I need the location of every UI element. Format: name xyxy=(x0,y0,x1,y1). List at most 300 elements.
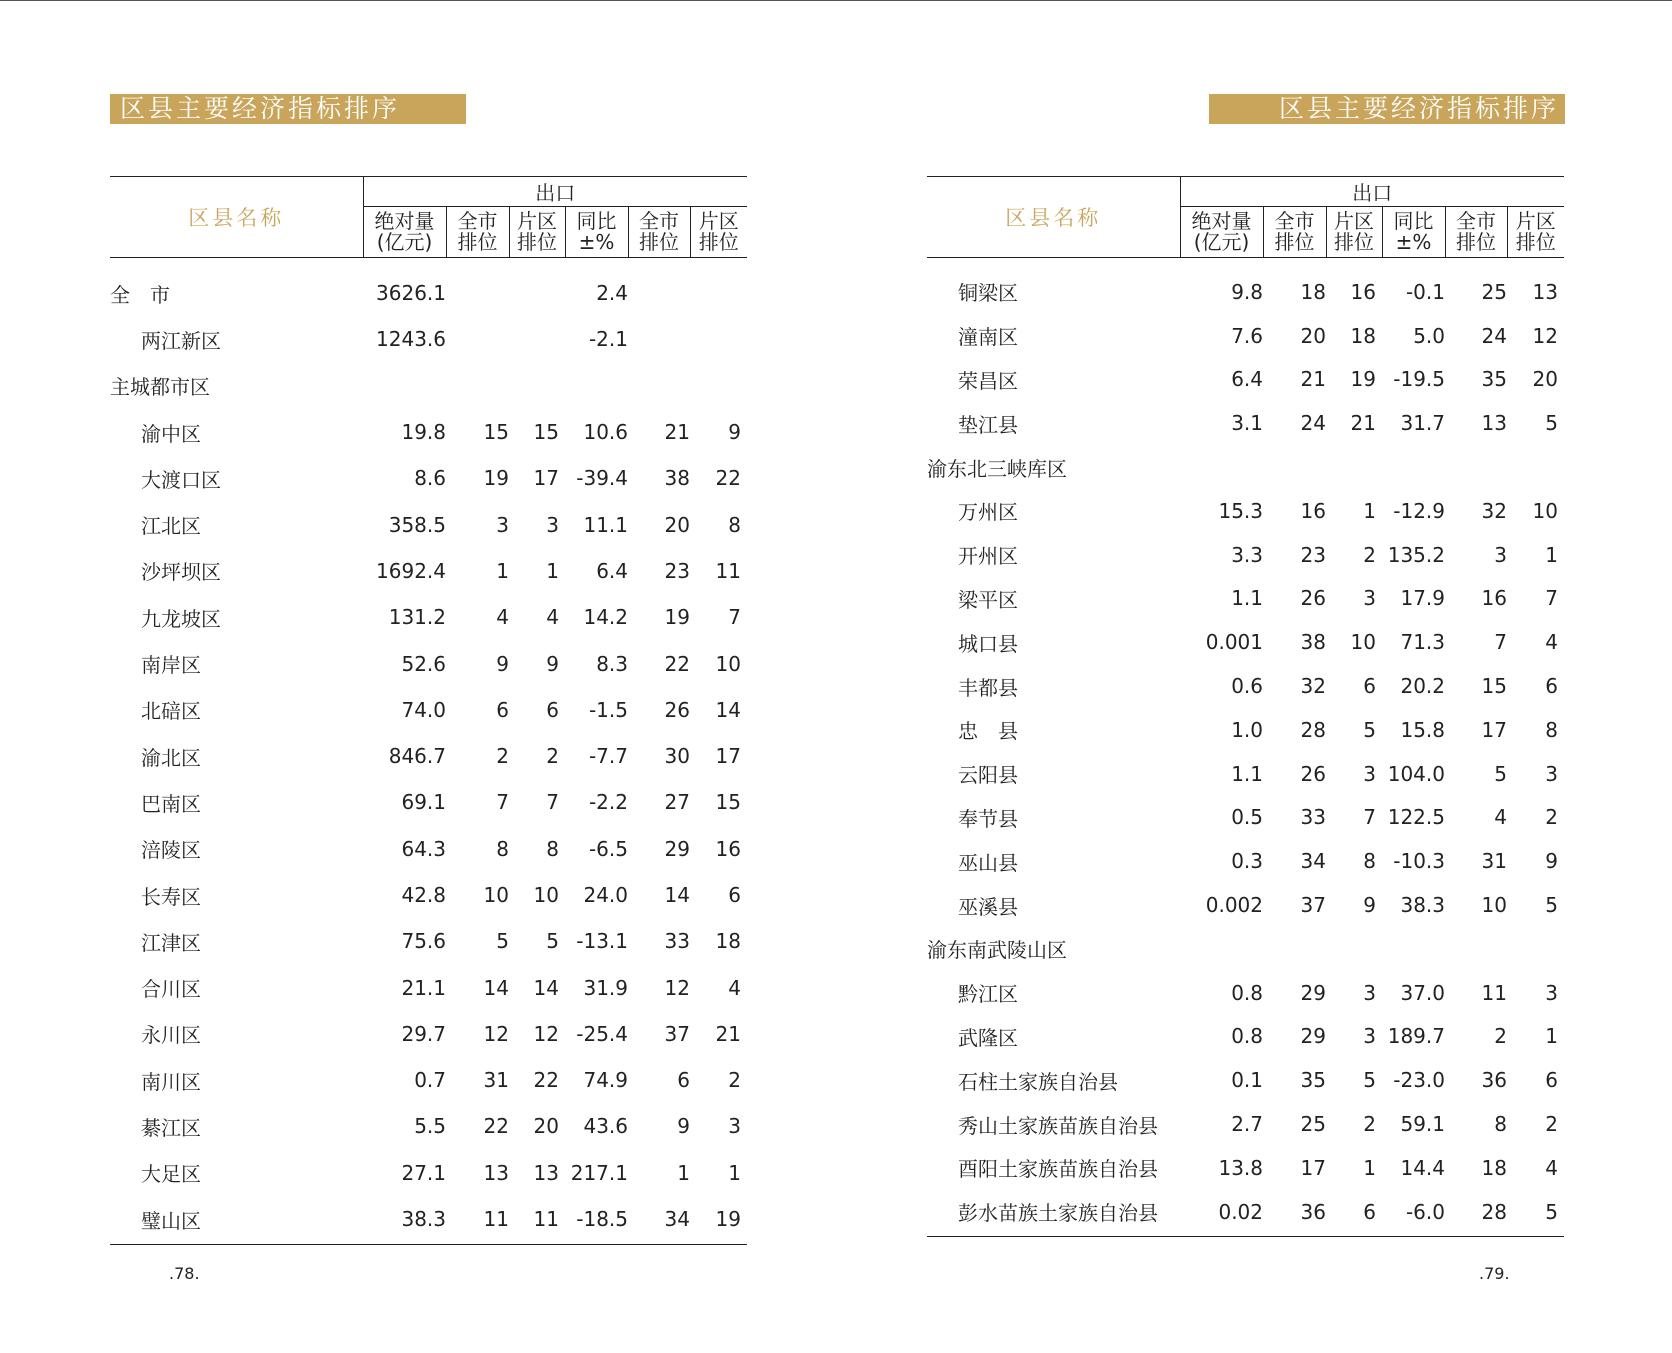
cell-city-rank: 28 xyxy=(1300,717,1326,742)
district-name: 大足区 xyxy=(141,1162,201,1187)
cell-absolute-amount: 3.1 xyxy=(1231,411,1263,436)
cell-yoy-percent: 31.9 xyxy=(583,975,628,1000)
cell-city-rank: 37 xyxy=(1300,893,1326,918)
cell-yoy-city-rank: 29 xyxy=(664,836,690,861)
cell-area-rank: 5 xyxy=(1363,1068,1376,1093)
cell-city-rank: 5 xyxy=(496,929,509,954)
cell-yoy-city-rank: 11 xyxy=(1481,980,1507,1005)
table-row xyxy=(110,1103,747,1149)
table-body xyxy=(927,258,1564,1237)
cell-yoy-area-rank xyxy=(690,316,747,362)
cell-city-rank: 17 xyxy=(1300,1155,1326,1180)
cell-yoy-area-rank: 2 xyxy=(1545,805,1558,830)
cell-area-rank: 12 xyxy=(533,1021,559,1046)
cell-city-rank xyxy=(446,258,509,317)
district-name: 大渡口区 xyxy=(141,467,221,492)
table-row xyxy=(927,752,1564,796)
cell-yoy-percent: 71.3 xyxy=(1400,630,1445,655)
cell-city-rank xyxy=(446,363,509,409)
cell-area-rank: 10 xyxy=(1350,630,1376,655)
cell-city-rank: 26 xyxy=(1300,586,1326,611)
cell-city-rank: 15 xyxy=(483,420,509,445)
cell-yoy-area-rank: 8 xyxy=(1545,717,1558,742)
district-name: 长寿区 xyxy=(141,884,201,909)
cell-area-rank: 4 xyxy=(546,605,559,630)
cell-yoy-percent: 135.2 xyxy=(1387,542,1445,567)
cell-absolute-amount: 3626.1 xyxy=(376,281,446,306)
table-row xyxy=(927,489,1564,533)
cell-area-rank: 8 xyxy=(546,836,559,861)
cell-absolute-amount: 0.002 xyxy=(1205,893,1263,918)
cell-city-rank: 4 xyxy=(496,605,509,630)
cell-yoy-area-rank: 2 xyxy=(1545,1112,1558,1137)
cell-area-rank: 19 xyxy=(1350,367,1376,392)
district-name: 武隆区 xyxy=(958,1025,1018,1050)
table-body xyxy=(110,258,747,1245)
export-ranking-table xyxy=(927,176,1564,1237)
district-name: 沙坪坝区 xyxy=(141,560,221,585)
table-row xyxy=(927,708,1564,752)
district-name: 梁平区 xyxy=(958,587,1018,612)
table-row xyxy=(110,964,747,1010)
cell-city-rank: 29 xyxy=(1300,1024,1326,1049)
cell-yoy-area-rank: 10 xyxy=(715,651,741,676)
cell-city-rank: 19 xyxy=(483,466,509,491)
table-row xyxy=(927,664,1564,708)
district-name: 巫山县 xyxy=(958,850,1018,875)
table-row xyxy=(110,1011,747,1057)
cell-area-rank: 22 xyxy=(533,1068,559,1093)
district-name: 主城都市区 xyxy=(110,375,210,400)
table-row xyxy=(927,971,1564,1015)
cell-absolute-amount: 29.7 xyxy=(401,1021,446,1046)
cell-yoy-area-rank: 6 xyxy=(1545,1068,1558,1093)
cell-city-rank: 20 xyxy=(1300,323,1326,348)
cell-city-rank: 9 xyxy=(496,651,509,676)
cell-yoy-percent: -2.1 xyxy=(588,327,628,352)
cell-absolute-amount: 0.1 xyxy=(1231,1068,1263,1093)
cell-absolute-amount: 1692.4 xyxy=(376,558,446,583)
table-row xyxy=(927,314,1564,358)
header-yoy-area-rank: 片区 排位 xyxy=(690,207,747,258)
header-export-group: 出口 xyxy=(1180,177,1564,207)
cell-yoy-percent: -6.5 xyxy=(588,836,628,861)
cell-city-rank: 22 xyxy=(483,1114,509,1139)
cell-yoy-area-rank: 11 xyxy=(715,558,741,583)
cell-yoy-area-rank: 8 xyxy=(728,512,741,537)
district-name: 奉节县 xyxy=(958,806,1018,831)
cell-city-rank: 11 xyxy=(446,1196,509,1245)
cell-yoy-percent xyxy=(1382,927,1445,971)
header-yoy-city-rank: 全市 排位 xyxy=(628,207,690,258)
district-name: 石柱土家族自治县 xyxy=(958,1069,1118,1094)
cell-yoy-area-rank: 1 xyxy=(728,1160,741,1185)
table-row xyxy=(927,883,1564,927)
cell-area-rank: 11 xyxy=(509,1196,565,1245)
cell-city-rank: 18 xyxy=(1300,279,1326,304)
table-row xyxy=(927,927,1564,971)
cell-area-rank: 20 xyxy=(533,1114,559,1139)
header-city-rank: 全市 排位 xyxy=(1263,207,1326,258)
cell-absolute-amount xyxy=(1180,927,1263,971)
district-name: 铜梁区 xyxy=(958,281,1018,306)
cell-yoy-percent: 5.0 xyxy=(1413,323,1445,348)
cell-city-rank: 35 xyxy=(1300,1068,1326,1093)
cell-yoy-city-rank: 36 xyxy=(1481,1068,1507,1093)
cell-yoy-percent: 11.1 xyxy=(583,512,628,537)
cell-yoy-percent: -0.1 xyxy=(1405,279,1445,304)
cell-yoy-city-rank: 30 xyxy=(664,744,690,769)
cell-yoy-percent: 24.0 xyxy=(583,883,628,907)
table-row xyxy=(927,1102,1564,1146)
cell-absolute-amount: 1.1 xyxy=(1231,761,1263,786)
cell-yoy-city-rank xyxy=(628,258,690,317)
cell-area-rank: 9 xyxy=(546,651,559,676)
cell-absolute-amount: 1243.6 xyxy=(376,327,446,352)
cell-yoy-area-rank: 5 xyxy=(1545,411,1558,436)
district-name: 渝中区 xyxy=(141,421,201,446)
cell-yoy-area-rank: 18 xyxy=(715,929,741,954)
cell-yoy-area-rank xyxy=(690,363,747,409)
cell-yoy-percent: -18.5 xyxy=(565,1196,628,1245)
district-name: 垫江县 xyxy=(958,412,1018,437)
cell-absolute-amount: 69.1 xyxy=(401,790,446,815)
cell-city-rank: 31 xyxy=(483,1068,509,1093)
cell-yoy-city-rank: 16 xyxy=(1481,586,1507,611)
cell-yoy-city-rank: 37 xyxy=(664,1021,690,1046)
cell-yoy-percent: 20.2 xyxy=(1400,674,1445,699)
cell-yoy-city-rank: 14 xyxy=(664,883,690,907)
table-row xyxy=(927,577,1564,621)
cell-yoy-percent: 14.4 xyxy=(1400,1155,1445,1180)
cell-area-rank: 3 xyxy=(546,512,559,537)
cell-yoy-city-rank: 38 xyxy=(664,466,690,491)
table-row xyxy=(110,594,747,640)
cell-city-rank: 36 xyxy=(1263,1190,1326,1236)
table-row xyxy=(110,1057,747,1103)
header-yoy-percent: 同比 ±% xyxy=(565,207,628,258)
cell-absolute-amount: 0.6 xyxy=(1231,674,1263,699)
header-district-name: 区县名称 xyxy=(110,177,363,258)
cell-yoy-area-rank: 3 xyxy=(1545,980,1558,1005)
table-row xyxy=(927,796,1564,840)
cell-area-rank: 8 xyxy=(1363,849,1376,874)
cell-yoy-percent: 6.4 xyxy=(596,558,628,583)
cell-yoy-city-rank: 34 xyxy=(628,1196,690,1245)
district-name: 九龙坡区 xyxy=(141,606,221,631)
cell-area-rank: 9 xyxy=(1363,893,1376,918)
cell-city-rank xyxy=(1263,445,1326,489)
district-name: 酉阳土家族苗族自治县 xyxy=(958,1157,1158,1182)
cell-area-rank: 7 xyxy=(1363,805,1376,830)
district-name: 城口县 xyxy=(958,631,1018,656)
cell-area-rank: 5 xyxy=(1363,717,1376,742)
table-row xyxy=(927,1190,1564,1236)
cell-area-rank: 2 xyxy=(546,744,559,769)
cell-yoy-area-rank: 16 xyxy=(715,836,741,861)
cell-yoy-city-rank: 12 xyxy=(664,975,690,1000)
cell-area-rank xyxy=(509,363,565,409)
table-row xyxy=(110,640,747,686)
district-name: 巫溪县 xyxy=(958,894,1018,919)
cell-yoy-percent: -13.1 xyxy=(576,929,628,954)
cell-yoy-area-rank: 22 xyxy=(715,466,741,491)
cell-yoy-city-rank: 18 xyxy=(1481,1155,1507,1180)
cell-absolute-amount: 1.1 xyxy=(1231,586,1263,611)
cell-absolute-amount: 13.8 xyxy=(1218,1155,1263,1180)
district-name: 江北区 xyxy=(141,514,201,539)
cell-yoy-city-rank xyxy=(1445,927,1507,971)
cell-yoy-city-rank: 25 xyxy=(1481,279,1507,304)
cell-yoy-city-rank xyxy=(628,316,690,362)
cell-yoy-city-rank: 24 xyxy=(1481,323,1507,348)
cell-yoy-percent: 17.9 xyxy=(1400,586,1445,611)
cell-yoy-city-rank: 31 xyxy=(1481,849,1507,874)
cell-yoy-percent: 2.4 xyxy=(596,281,628,306)
district-name: 南岸区 xyxy=(141,653,201,678)
cell-yoy-city-rank xyxy=(628,363,690,409)
cell-yoy-area-rank: 7 xyxy=(728,605,741,630)
cell-yoy-area-rank xyxy=(690,258,747,317)
cell-yoy-city-rank: 9 xyxy=(677,1114,690,1139)
district-name: 忠 县 xyxy=(958,719,1018,744)
table-row xyxy=(110,548,747,594)
district-name: 全 市 xyxy=(110,282,170,307)
cell-city-rank: 10 xyxy=(483,883,509,907)
cell-absolute-amount: 21.1 xyxy=(401,975,446,1000)
table-row xyxy=(110,316,747,362)
cell-area-rank: 14 xyxy=(533,975,559,1000)
cell-absolute-amount: 19.8 xyxy=(401,420,446,445)
table-row xyxy=(927,620,1564,664)
cell-yoy-percent: 37.0 xyxy=(1400,980,1445,1005)
page-number: .79. xyxy=(1479,1264,1510,1283)
cell-yoy-percent: 59.1 xyxy=(1400,1112,1445,1137)
cell-yoy-city-rank: 35 xyxy=(1481,367,1507,392)
cell-city-rank xyxy=(446,316,509,362)
district-name: 云阳县 xyxy=(958,763,1018,788)
cell-yoy-percent: -2.2 xyxy=(588,790,628,815)
cell-yoy-percent: 10.6 xyxy=(583,420,628,445)
header-absolute-amount: 绝对量 (亿元) xyxy=(1180,207,1263,258)
table-row xyxy=(110,409,747,455)
cell-yoy-area-rank: 17 xyxy=(715,744,741,769)
table-row xyxy=(927,358,1564,402)
cell-yoy-area-rank: 4 xyxy=(1545,1155,1558,1180)
cell-yoy-percent: 14.2 xyxy=(583,605,628,630)
district-name: 江津区 xyxy=(141,930,201,955)
district-name: 南川区 xyxy=(141,1069,201,1094)
cell-absolute-amount: 0.5 xyxy=(1231,805,1263,830)
district-name: 綦江区 xyxy=(141,1115,201,1140)
cell-yoy-percent: -12.9 xyxy=(1393,498,1445,523)
cell-yoy-area-rank: 10 xyxy=(1532,498,1558,523)
cell-yoy-percent: 104.0 xyxy=(1387,761,1445,786)
cell-area-rank: 6 xyxy=(546,697,559,722)
cell-absolute-amount: 846.7 xyxy=(388,744,446,769)
cell-yoy-city-rank: 5 xyxy=(1494,761,1507,786)
cell-city-rank xyxy=(1263,927,1326,971)
cell-yoy-area-rank: 12 xyxy=(1532,323,1558,348)
cell-yoy-percent xyxy=(565,363,628,409)
cell-yoy-percent xyxy=(1382,445,1445,489)
cell-absolute-amount: 64.3 xyxy=(401,836,446,861)
cell-yoy-area-rank: 1 xyxy=(1545,1024,1558,1049)
cell-absolute-amount: 5.5 xyxy=(414,1114,446,1139)
cell-yoy-percent: 189.7 xyxy=(1387,1024,1445,1049)
cell-area-rank: 1 xyxy=(1363,1155,1376,1180)
cell-yoy-area-rank: 5 xyxy=(1507,1190,1564,1236)
page-number: .78. xyxy=(169,1264,200,1283)
cell-yoy-percent: 43.6 xyxy=(583,1114,628,1139)
district-name: 永川区 xyxy=(141,1023,201,1048)
section-banner: 区县主要经济指标排序 xyxy=(110,94,466,124)
table-row xyxy=(110,687,747,733)
cell-absolute-amount: 0.7 xyxy=(414,1068,446,1093)
district-name: 渝北区 xyxy=(141,745,201,770)
table-row xyxy=(110,779,747,825)
cell-area-rank: 1 xyxy=(1363,498,1376,523)
cell-city-rank: 7 xyxy=(496,790,509,815)
cell-yoy-city-rank xyxy=(1445,445,1507,489)
cell-yoy-city-rank: 21 xyxy=(664,420,690,445)
cell-yoy-percent: -6.0 xyxy=(1382,1190,1445,1236)
cell-yoy-city-rank: 7 xyxy=(1494,630,1507,655)
cell-city-rank: 33 xyxy=(1300,805,1326,830)
district-name: 两江新区 xyxy=(141,328,221,353)
cell-absolute-amount: 52.6 xyxy=(401,651,446,676)
cell-yoy-area-rank: 4 xyxy=(1545,630,1558,655)
cell-city-rank: 26 xyxy=(1300,761,1326,786)
table-row xyxy=(110,501,747,547)
cell-yoy-city-rank: 10 xyxy=(1481,893,1507,918)
cell-yoy-area-rank xyxy=(1507,445,1564,489)
cell-yoy-percent: 122.5 xyxy=(1387,805,1445,830)
table-row xyxy=(110,826,747,872)
cell-area-rank: 17 xyxy=(533,466,559,491)
header-district-name: 区县名称 xyxy=(927,177,1180,258)
cell-area-rank: 3 xyxy=(1363,761,1376,786)
table-row xyxy=(927,445,1564,489)
cell-yoy-percent: 38.3 xyxy=(1400,893,1445,918)
cell-area-rank: 3 xyxy=(1363,586,1376,611)
cell-absolute-amount: 38.3 xyxy=(363,1196,446,1245)
cell-yoy-area-rank: 7 xyxy=(1545,586,1558,611)
cell-yoy-city-rank: 32 xyxy=(1481,498,1507,523)
export-ranking-table xyxy=(110,176,747,1245)
header-yoy-city-rank: 全市 排位 xyxy=(1445,207,1507,258)
cell-yoy-city-rank: 8 xyxy=(1494,1112,1507,1137)
table-row xyxy=(927,533,1564,577)
cell-absolute-amount: 74.0 xyxy=(401,697,446,722)
cell-area-rank xyxy=(1326,445,1382,489)
cell-area-rank: 5 xyxy=(546,929,559,954)
cell-yoy-area-rank: 1 xyxy=(1545,542,1558,567)
table-row xyxy=(927,258,1564,314)
cell-yoy-area-rank: 14 xyxy=(715,697,741,722)
header-export-group: 出口 xyxy=(363,177,747,207)
cell-city-rank: 38 xyxy=(1300,630,1326,655)
cell-yoy-percent: 217.1 xyxy=(570,1160,628,1185)
cell-absolute-amount: 0.3 xyxy=(1231,849,1263,874)
cell-absolute-amount: 42.8 xyxy=(401,883,446,907)
cell-city-rank: 23 xyxy=(1300,542,1326,567)
cell-yoy-city-rank: 13 xyxy=(1481,411,1507,436)
cell-area-rank: 6 xyxy=(1363,674,1376,699)
cell-absolute-amount: 75.6 xyxy=(401,929,446,954)
cell-absolute-amount: 9.8 xyxy=(1231,279,1263,304)
cell-yoy-area-rank: 9 xyxy=(728,420,741,445)
cell-yoy-city-rank: 23 xyxy=(664,558,690,583)
cell-yoy-city-rank: 4 xyxy=(1494,805,1507,830)
cell-yoy-percent: 74.9 xyxy=(583,1068,628,1093)
district-name: 万州区 xyxy=(958,500,1018,525)
cell-yoy-percent: 15.8 xyxy=(1400,717,1445,742)
cell-yoy-area-rank: 20 xyxy=(1532,367,1558,392)
cell-city-rank: 21 xyxy=(1300,367,1326,392)
district-name: 秀山土家族苗族自治县 xyxy=(958,1113,1158,1138)
header-city-rank: 全市 排位 xyxy=(446,207,509,258)
cell-city-rank: 8 xyxy=(496,836,509,861)
district-name: 璧山区 xyxy=(110,1196,363,1245)
table-row xyxy=(927,1146,1564,1190)
cell-yoy-percent: -10.3 xyxy=(1393,849,1445,874)
cell-absolute-amount xyxy=(1180,445,1263,489)
cell-area-rank: 16 xyxy=(1350,279,1376,304)
cell-absolute-amount: 2.7 xyxy=(1231,1112,1263,1137)
cell-yoy-area-rank: 3 xyxy=(728,1114,741,1139)
cell-yoy-percent: -1.5 xyxy=(588,697,628,722)
district-name: 荣昌区 xyxy=(958,368,1018,393)
cell-yoy-city-rank: 33 xyxy=(664,929,690,954)
cell-yoy-percent: -19.5 xyxy=(1393,367,1445,392)
district-name: 开州区 xyxy=(958,544,1018,569)
cell-city-rank: 25 xyxy=(1300,1112,1326,1137)
cell-yoy-percent: -39.4 xyxy=(576,466,628,491)
table-row xyxy=(110,733,747,779)
header-area-rank: 片区 排位 xyxy=(509,207,565,258)
cell-area-rank xyxy=(509,316,565,362)
table-row xyxy=(110,455,747,501)
table-row xyxy=(110,258,747,317)
header-absolute-amount: 绝对量 (亿元) xyxy=(363,207,446,258)
cell-yoy-area-rank: 19 xyxy=(690,1196,747,1245)
cell-yoy-city-rank: 6 xyxy=(677,1068,690,1093)
cell-yoy-city-rank: 1 xyxy=(677,1160,690,1185)
cell-absolute-amount xyxy=(363,363,446,409)
district-name: 渝东南武陵山区 xyxy=(927,938,1067,963)
cell-area-rank: 18 xyxy=(1350,323,1376,348)
cell-absolute-amount: 0.02 xyxy=(1180,1190,1263,1236)
cell-yoy-area-rank: 2 xyxy=(728,1068,741,1093)
cell-yoy-percent: -23.0 xyxy=(1393,1068,1445,1093)
header-yoy-percent: 同比 ±% xyxy=(1382,207,1445,258)
district-name: 彭水苗族土家族自治县 xyxy=(927,1190,1180,1236)
table-row xyxy=(927,1015,1564,1059)
cell-yoy-city-rank: 22 xyxy=(664,651,690,676)
district-name: 涪陵区 xyxy=(141,838,201,863)
cell-area-rank: 10 xyxy=(533,883,559,907)
table-row xyxy=(927,1058,1564,1102)
district-name: 北碚区 xyxy=(141,699,201,724)
right-page xyxy=(927,0,1564,1353)
header-yoy-area-rank: 片区 排位 xyxy=(1507,207,1564,258)
cell-absolute-amount: 8.6 xyxy=(414,466,446,491)
section-banner: 区县主要经济指标排序 xyxy=(1209,94,1565,124)
cell-yoy-area-rank xyxy=(1507,927,1564,971)
district-name: 黔江区 xyxy=(958,982,1018,1007)
cell-yoy-city-rank: 17 xyxy=(1481,717,1507,742)
